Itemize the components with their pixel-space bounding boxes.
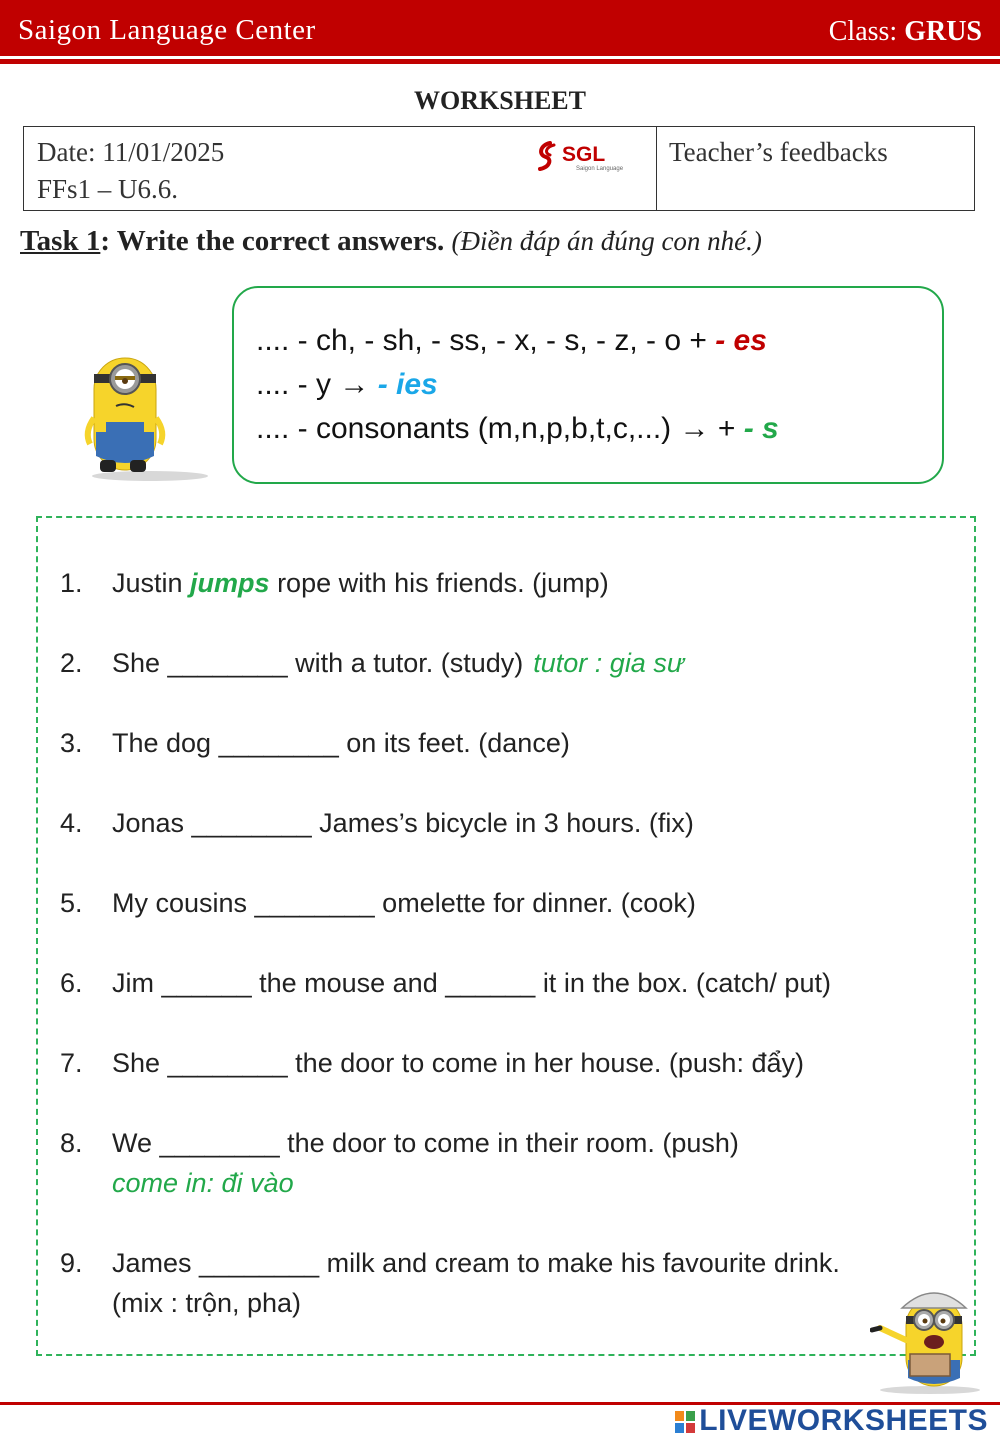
question-5[interactable]: 5. My cousins ________ omelette for dinner. (cook) [60,888,696,918]
question-3[interactable]: 3. The dog ________ on its feet. (dance) [60,728,570,758]
answer-example: jumps [190,568,270,598]
date: Date: 11/01/2025 [37,137,225,167]
vocab-hint: (mix : trộn, pha) [112,1288,302,1318]
teacher-feedback-label: Teacher’s feedbacks [669,137,888,167]
task-heading [20,222,980,260]
rule-es: .... - ch, - sh, - ss, - x, - s, - z, - o + - es [256,324,767,357]
class-name: GRUS [904,16,982,47]
brand-text: LIVEWORKSHEETS [699,1404,988,1437]
task-label: Task 1 [20,225,101,257]
question-6[interactable]: 6. Jim ______ the mouse and ______ it in the box. (catch/ put) [60,968,831,998]
task-note: (Điền đáp án đúng con nhé.) [451,226,762,256]
exercise-box [36,516,976,1356]
rule-ies: .... - y → - ies [256,368,438,401]
question-7[interactable]: 7. She ________ the door to come in her house. (push: đẩy) [60,1048,804,1078]
question-9[interactable]: 9. James ________ milk and cream to make his favourite drink. [60,1248,840,1278]
logo-subtext: Saigon Language [576,166,624,172]
suffix-s: - s [743,412,779,445]
task-instruction: : Write the correct answers. [100,225,445,257]
arrow-icon: → [339,368,370,401]
suffix-es: - es [715,324,767,357]
worksheet-title: WORKSHEET [414,86,586,115]
question-2[interactable]: 2. She ________ with a tutor. (study) tutor : gia sư [60,648,684,678]
center-name: Saigon Language Center [18,14,316,46]
info-cell [24,127,657,210]
sgl-logo [536,139,636,173]
unit: FFs1 – U6.6. [37,174,179,204]
minion-illustration [870,1278,990,1396]
minion-illustration [80,352,220,482]
vocab-hint: tutor : gia sư [533,648,684,678]
info-table [23,126,975,211]
arrow-icon: → [679,412,710,445]
header-divider [0,59,1000,64]
vocab-hint: come in: đi vào [112,1168,294,1198]
question-1: 1. Justin jumps rope with his friends. (jump) [60,568,609,598]
rule-box [232,286,944,484]
liveworksheets-brand [675,1404,988,1438]
question-8[interactable]: 8. We ________ the door to come in their room. (push) [60,1128,739,1158]
logo-text: SGL [562,143,606,166]
header-bar [0,0,1000,56]
rule-s: .... - consonants (m,n,p,b,t,c,...) → + - s [256,412,779,445]
liveworksheets-logo-icon [675,1411,695,1433]
class-label: Class: GRUS [828,16,982,47]
question-4[interactable]: 4. Jonas ________ James’s bicycle in 3 hours. (fix) [60,808,694,838]
suffix-ies: - ies [377,368,438,401]
